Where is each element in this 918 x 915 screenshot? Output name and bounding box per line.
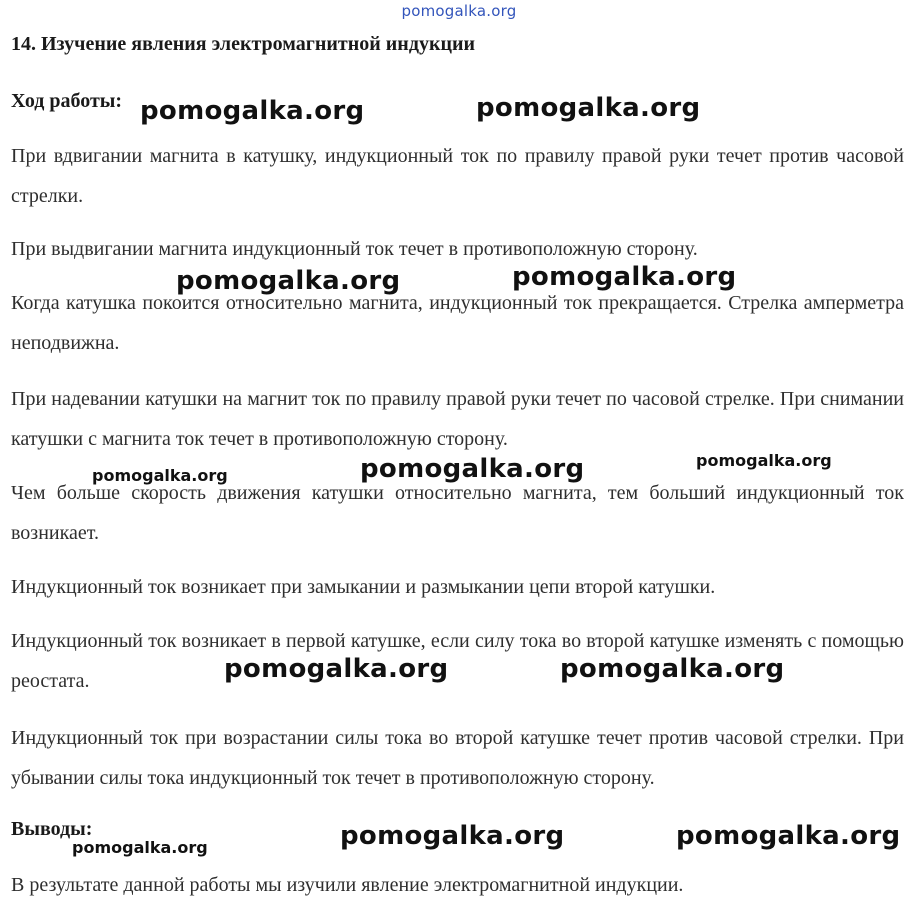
- paragraph-2: При выдвигании магнита индукционный ток течет в противоположную сторону.: [11, 238, 698, 260]
- watermark: pomogalka.org: [140, 96, 365, 126]
- paragraph-7: Индукционный ток возникает в первой катушке, если силу тока во второй катушке изменять с помощью реостата.: [11, 630, 904, 692]
- conclusion-text: В результате данной работы мы изучили явление электромагнитной индукции.: [11, 874, 684, 896]
- watermark: pomogalka.org: [224, 654, 449, 684]
- paragraph-5: Чем больше скорость движения катушки относительно магнита, тем больший индукционный ток возникает.: [11, 482, 904, 544]
- watermark: pomogalka.org: [360, 454, 585, 484]
- watermark: pomogalka.org: [560, 654, 785, 684]
- watermark: pomogalka.org: [676, 821, 901, 851]
- watermark: pomogalka.org: [512, 262, 737, 292]
- paragraph-4: При надевании катушки на магнит ток по правилу правой руки течет по часовой стрелке. При снимании катушки с магнита ток течет в противоположную сторону.: [11, 388, 904, 450]
- watermark: pomogalka.org: [340, 821, 565, 851]
- watermark: pomogalka.org: [176, 266, 401, 296]
- procedure-heading: Ход работы:: [11, 90, 123, 112]
- paragraph-8: Индукционный ток при возрастании силы тока во второй катушке течет против часовой стрелки. При убывании силы тока индукционный ток течет в противоположную сторону.: [11, 727, 904, 789]
- watermark: pomogalka.org: [92, 466, 228, 485]
- watermark: pomogalka.org: [476, 93, 701, 123]
- page-title: 14. Изучение явления электромагнитной индукции: [11, 33, 476, 55]
- watermark: pomogalka.org: [72, 838, 208, 857]
- watermark: pomogalka.org: [696, 451, 832, 470]
- paragraph-6: Индукционный ток возникает при замыкании и размыкании цепи второй катушки.: [11, 576, 716, 598]
- conclusions-heading: Выводы:: [11, 818, 93, 840]
- paragraph-3: Когда катушка покоится относительно магнита, индукционный ток прекращается. Стрелка амперметра неподвижна.: [11, 292, 904, 354]
- top-watermark: pomogalka.org: [401, 2, 517, 20]
- paragraph-1: При вдвигании магнита в катушку, индукционный ток по правилу правой руки течет против часовой стрелки.: [11, 145, 904, 207]
